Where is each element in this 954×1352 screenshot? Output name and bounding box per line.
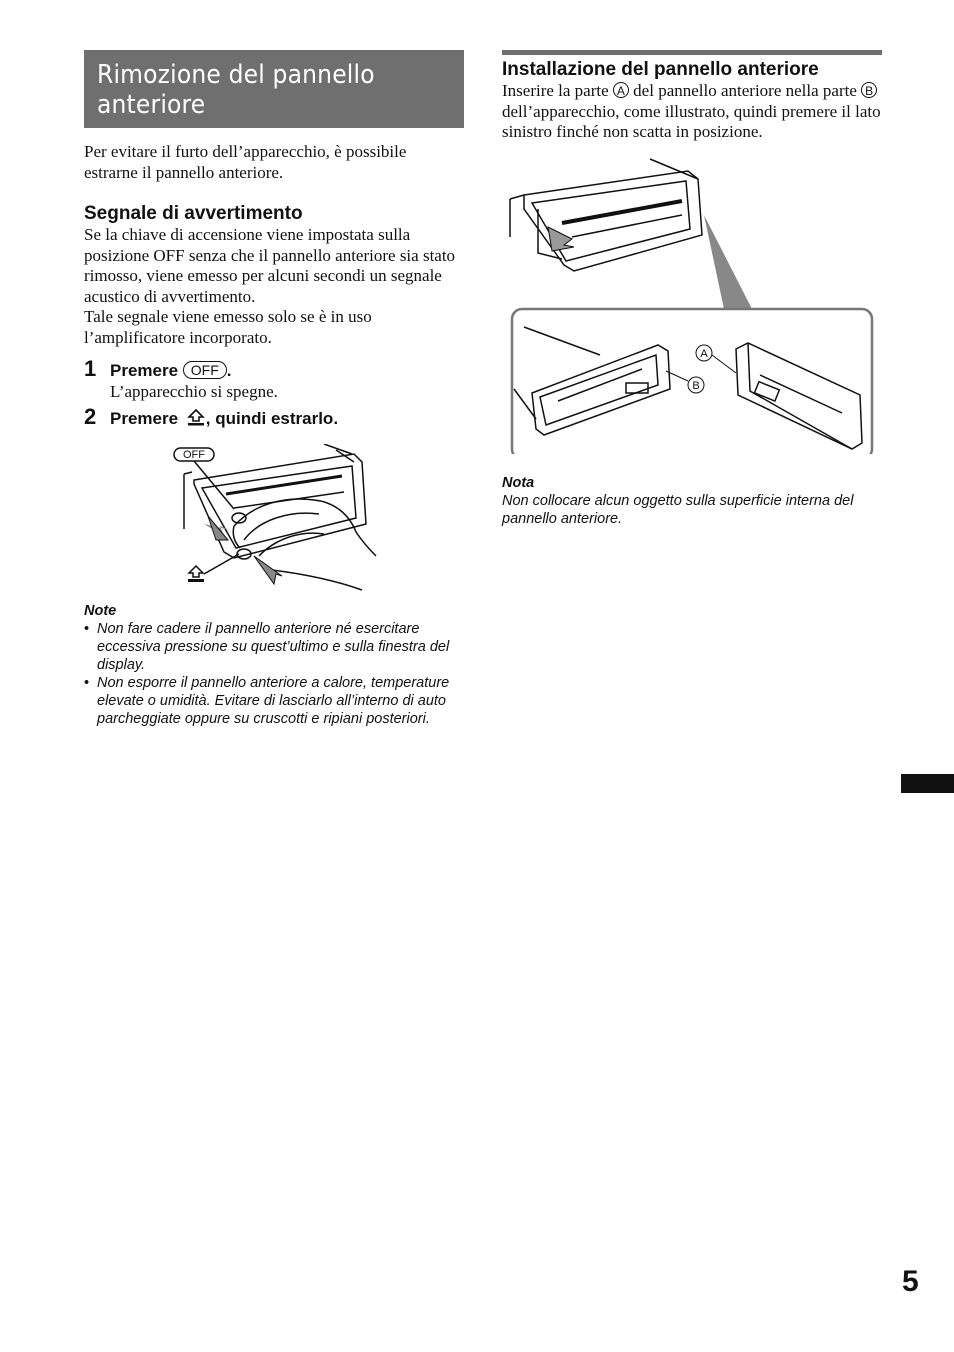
install-text-3: dell’apparecchio, come illustrato, quindi premere il lato sinistro finché non scatta in posizione. [502, 101, 881, 141]
note-item: • Non esporre il pannello anteriore a calore, temperature elevate o umidità. Evitare di lasciarlo all’interno di auto parcheggiate oppure su cruscotti e ripiani posteriori. [84, 674, 464, 728]
illus-off-label: OFF [183, 448, 205, 461]
right-column [502, 50, 882, 528]
install-note-text: Non collocare alcun oggetto sulla superficie interna del pannello anteriore. [502, 492, 854, 527]
label-b-badge: B [861, 82, 877, 98]
section-rule [502, 50, 882, 55]
label-a-badge: A [613, 82, 629, 98]
install-panel-illustration [502, 149, 882, 454]
off-key: OFF [183, 361, 227, 379]
step-1-result: L’apparecchio si spegne. [110, 382, 278, 401]
step-1-label: Premere [110, 361, 179, 380]
section-title-line2: anteriore [97, 90, 206, 120]
section-title-banner [84, 50, 464, 128]
intro-paragraph: Per evitare il furto dell’apparecchio, è possibile estrarne il pannello anteriore. [84, 142, 407, 182]
install-text-2: del pannello anteriore nella parte [633, 81, 857, 100]
warning-paragraph-1: Se la chiave di accensione viene impostata sulla posizione OFF senza che il pannello anteriore sia stato rimosso, viene emesso per alcuni secondi un segnale acustico di avvertimento. [84, 225, 456, 306]
install-heading: Installazione del pannello anteriore [502, 59, 819, 80]
step-1-number: 1 [84, 356, 97, 381]
remove-panel-illustration [84, 444, 464, 594]
install-paragraph [502, 81, 882, 143]
install-note-title: Nota [502, 474, 535, 491]
page-number: 5 [902, 1265, 919, 1298]
notes-title: Note [84, 602, 117, 619]
callout-b: B [692, 379, 700, 392]
notes-list [84, 620, 464, 728]
note-item: • Non fare cadere il pannello anteriore né esercitare eccessiva pressione su quest’ultimo e sulla finestra del display. [84, 620, 464, 674]
callout-a: A [700, 347, 708, 360]
step-2-label: Premere [110, 408, 179, 428]
warning-heading: Segnale di avvertimento [84, 203, 303, 224]
eject-release-icon [187, 409, 205, 426]
step-1-end: . [226, 361, 232, 380]
notes-block [84, 602, 464, 728]
section-title-line1: Rimozione del pannello [97, 60, 375, 90]
warning-paragraph-2: Tale segnale viene emesso solo se è in uso l’amplificatore incorporato. [84, 307, 372, 347]
install-text-1: Inserire la parte [502, 81, 609, 100]
thumb-index-tab [901, 774, 954, 793]
step-1 [84, 356, 464, 403]
illus-release-icon [188, 566, 204, 582]
step-2-end: , quindi estrarlo. [205, 408, 339, 428]
left-column [84, 50, 464, 728]
install-note-block [502, 474, 882, 528]
step-2-number: 2 [84, 403, 97, 429]
step-2 [84, 403, 464, 430]
